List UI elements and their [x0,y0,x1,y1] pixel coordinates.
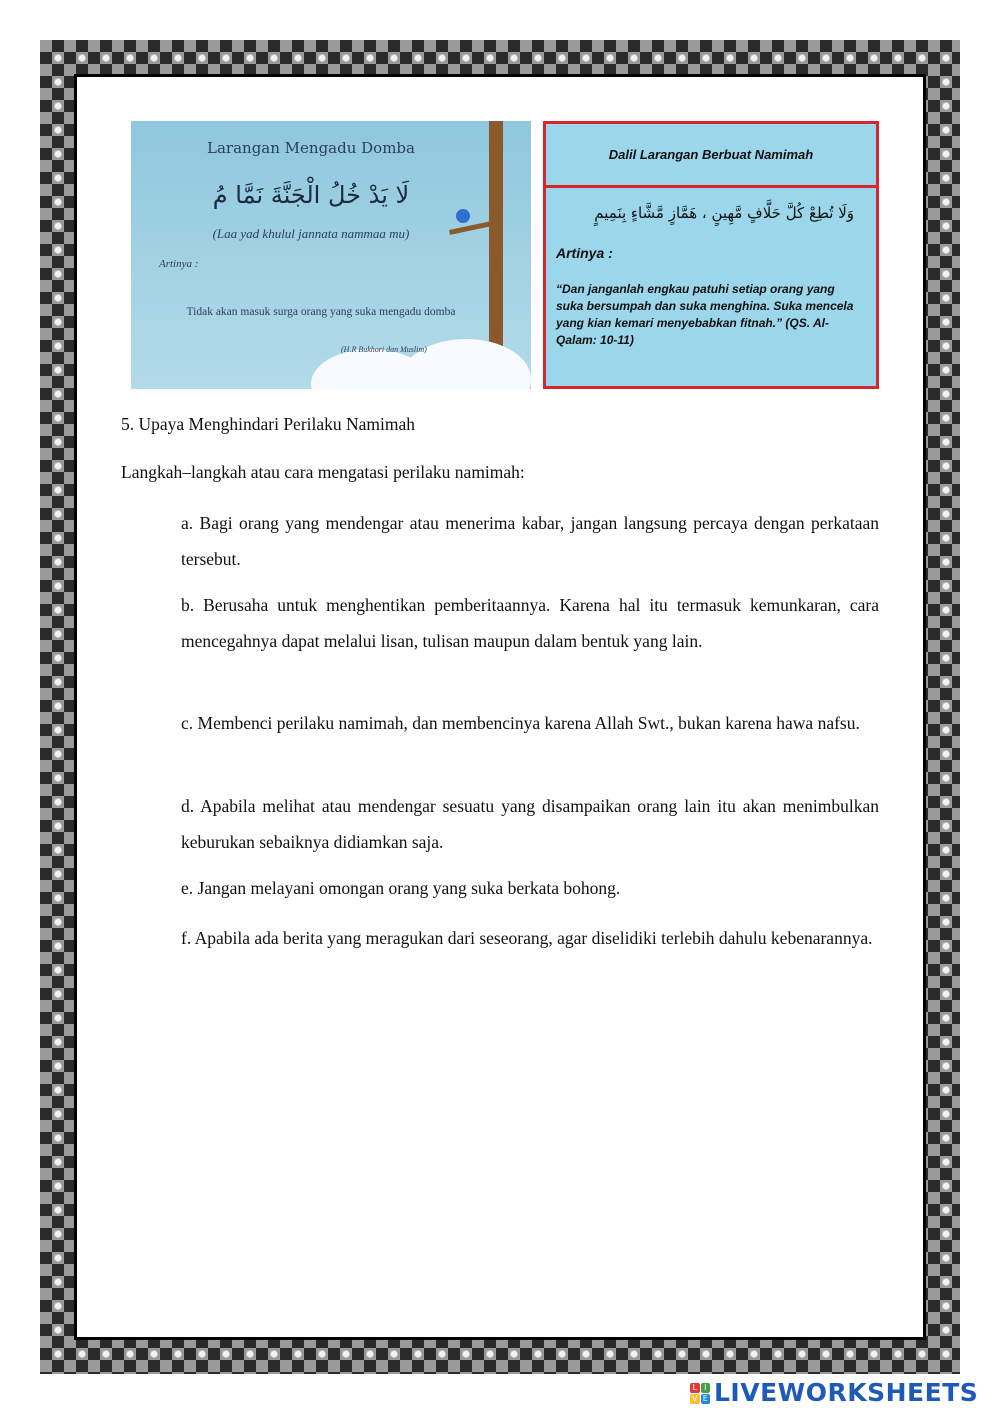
bird-icon [456,209,470,223]
panel-heading: Dalil Larangan Berbuat Namimah [546,124,876,188]
image-title: Larangan Mengadu Domba [207,139,415,157]
meaning-text: Tidak akan masuk surga orang yang suka mengadu domba [186,306,456,318]
logo-grid-icon: L I V E [690,1383,710,1403]
intro-text: Langkah–langkah atau cara mengatasi perilaku namimah: [121,462,525,482]
artinya-label: Artinya : [159,258,199,270]
list-item: f. Apabila ada berita yang meragukan dari seseorang, agar diselidiki terlebih dahulu kebenarannya. [181,928,873,948]
list-item: a. Bagi orang yang mendengar atau menerima kabar, jangan langsung percaya dengan perkataan tersebut. [181,513,879,569]
list-item: e. Jangan melayani omongan orang yang suka berkata bohong. [181,878,621,898]
artinya-label: Artinya : [556,245,613,261]
arabic-text: لَا يَدْ خُلُ الْجَنَّةَ نَمَّا مُ [212,181,410,209]
section-heading: 5. Upaya Menghindari Perilaku Namimah [121,414,416,434]
list-item: d. Apabila melihat atau mendengar sesuatu yang disampaikan orang lain itu akan menimbulkan keburukan sebaiknya didiamkan saja. [181,796,879,852]
verse-translation: “Dan janganlah engkau patuhi setiap orang yang suka bersumpah dan suka menghina. Suka mencela yang kian kemari menyebabkan fitnah.” (QS. Al-Qalam: 10-11) [556,282,854,347]
list-item: c. Membenci perilaku namimah, dan membencinya karena Allah Swt., bukan karena hawa nafsu. [181,713,860,733]
liveworksheets-logo[interactable] [690,1378,978,1407]
image-dalil-larangan [543,121,879,389]
arabic-verse: وَلَا تُطِعْ كُلَّ حَلَّافٍ مَّهِينٍ ، هَمَّازٍ مَّشَّاءٍ بِنَمِيمٍ [594,204,854,222]
brand-name: LIVEWORKSHEETS [714,1378,979,1407]
transliteration: (Laa yad khulul jannata nammaa mu) [212,226,410,241]
list-item: b. Berusaha untuk menghentikan pemberitaannya. Karena hal itu termasuk kemunkaran, cara mencegahnya dapat melalui lisan, tulisan maupun dalam bentuk yang lain. [181,595,879,651]
hadith-source: (H.R Bukhori dan Muslim) [341,345,427,354]
image-larangan-mengadu-domba [131,121,531,389]
